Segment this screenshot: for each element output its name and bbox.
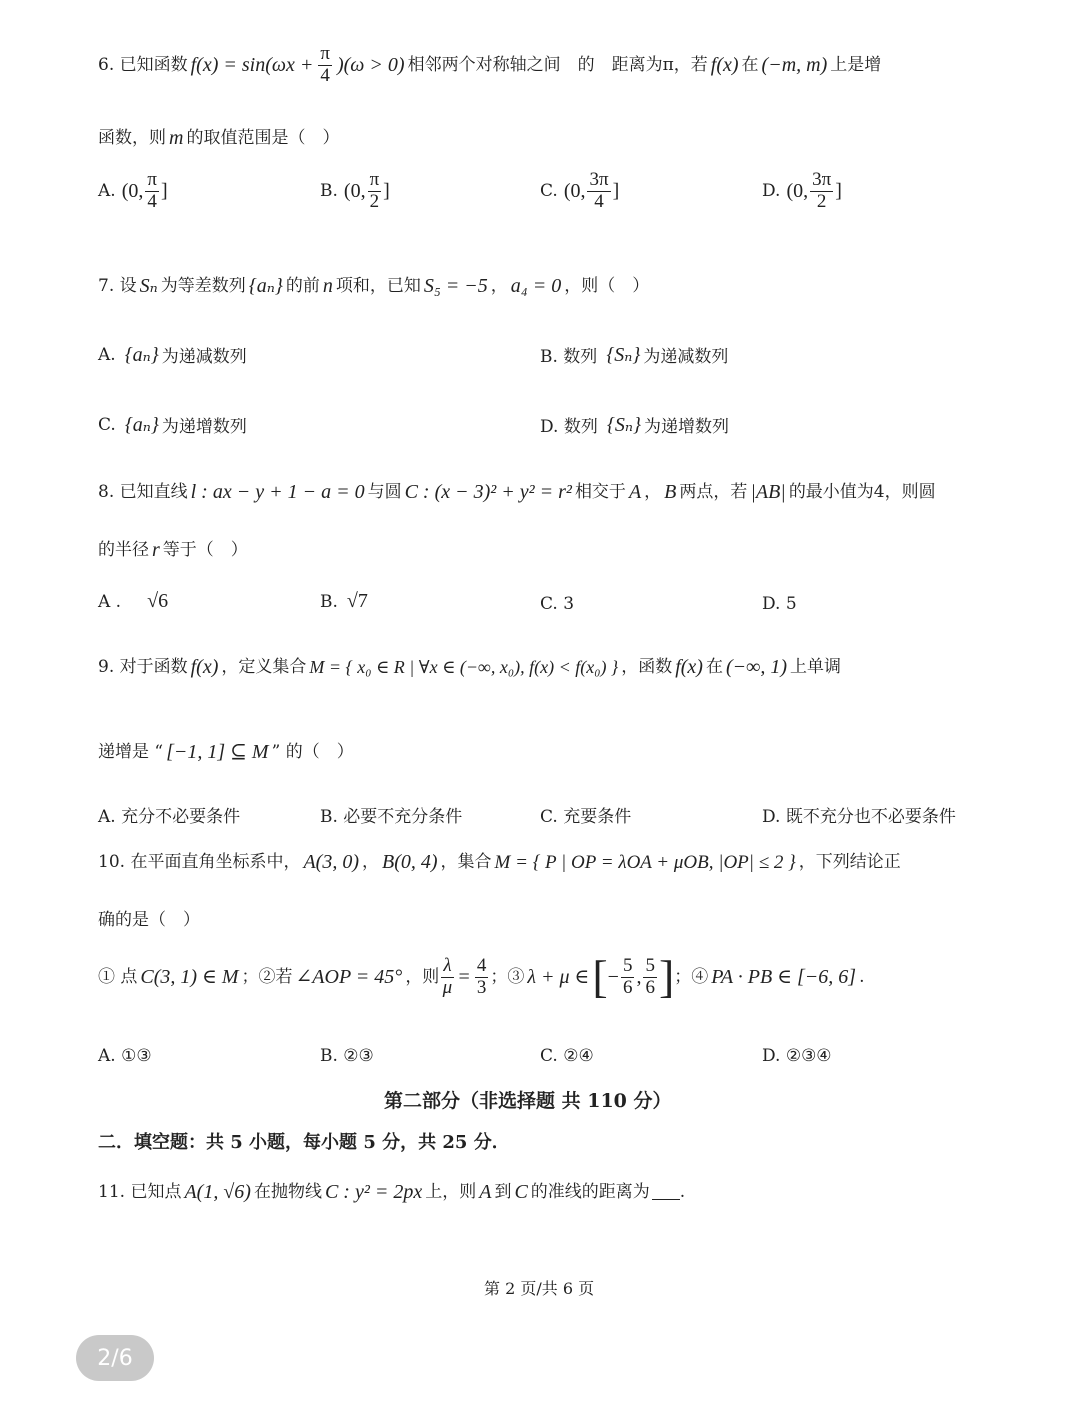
q7-tail: ，则（ ） (564, 275, 650, 296)
q7-comma: ， (490, 275, 508, 296)
q6-option-b-num: π (369, 169, 380, 190)
q6-option-b-lead: (0, (343, 179, 366, 202)
q10-tail: ，下列结论正 (798, 851, 901, 872)
q9-condition: [−1, 1] ⊆ M (166, 741, 269, 763)
q10-option-d (762, 1046, 832, 1066)
q7-option-b-label: B. 数列 (540, 347, 598, 367)
q10-point-b: B(0, 4) (382, 851, 438, 873)
q7-mid3: 项和，已知 (335, 275, 421, 296)
q8-ab: |AB| (750, 481, 786, 503)
q7-option-b (540, 342, 728, 367)
q6-option-d-lead: (0, (786, 179, 809, 202)
q7-option-b-text: 为递减数列 (643, 347, 729, 367)
q10-comma: ， (362, 851, 379, 872)
q7-sn: Sₙ (139, 275, 158, 297)
q6-option-c-math (564, 170, 619, 213)
q10-s2-lhs-num: λ (443, 954, 452, 976)
q7-option-d-text: 为递增数列 (643, 417, 729, 437)
q8-option-d-label: D. 5 (762, 594, 797, 614)
q8-line-eq: l : ax − y + 1 − a = 0 (190, 481, 365, 503)
q6-option-a-num: π (147, 169, 157, 190)
q9-option-d (762, 802, 956, 827)
q7-option-d-math: {Sₙ} (606, 414, 641, 436)
q11-answer-blank (652, 1185, 680, 1200)
q6-option-c-den: 4 (594, 190, 604, 212)
q6-option-c-num: 3π (589, 169, 609, 190)
q8-mid: 与圆 (367, 481, 402, 502)
q6-line2-text: 函数，则 (98, 127, 166, 148)
q8-comma: ， (644, 481, 662, 502)
q8-option-c (540, 594, 580, 614)
q10-option-c (540, 1046, 594, 1066)
q10-s2-math: ∠AOP = 45° (295, 966, 403, 988)
q10-option-a-label: A. ①③ (98, 1046, 152, 1066)
q8-r: r (152, 539, 160, 561)
q10-statements (98, 951, 865, 1002)
q7-option-b-math: {Sₙ} (606, 344, 641, 366)
q6-option-d-math (786, 170, 841, 213)
q6-option-d-label: D. (762, 181, 781, 202)
q6-frac-num: π (320, 43, 330, 64)
q10-s2-label: ；②若 (241, 966, 293, 987)
q10-intro: 10. 在平面直角坐标系中， (98, 851, 301, 872)
q10-option-a (98, 1046, 152, 1066)
q11-point-a: A(1, √6) (184, 1181, 251, 1203)
q7-option-a-math: {aₙ} (124, 344, 159, 366)
q6-m: m (169, 127, 184, 149)
q6-option-a-math (122, 170, 168, 213)
q7-option-c-math: {aₙ} (124, 414, 159, 436)
q9-fx: f(x) (190, 656, 219, 678)
q8-line2 (98, 540, 248, 560)
q9-option-b-label: B. 必要不充分条件 (320, 807, 463, 827)
q10-mid: ，集合 (440, 851, 492, 872)
q6-option-c-label: C. (540, 181, 558, 202)
q7-intro: 7. 设 (98, 275, 137, 296)
q10-s3-minus: − (607, 966, 619, 988)
q6-func: f(x) = sin(ωx + (190, 54, 314, 77)
q11-line1 (98, 1182, 685, 1202)
section2-heading: 二．填空题：共 5 小题，每小题 5 分，共 25 分． (98, 1132, 510, 1153)
q9-option-c (540, 802, 631, 827)
q10-s3-math: λ + μ ∈ (527, 966, 590, 988)
q9-option-c-label: C. 充要条件 (540, 807, 632, 827)
q7-s5: S₅ = −5 (423, 275, 488, 297)
q7-an: {aₙ} (248, 275, 283, 297)
q10-s3-lbracket: [ (592, 951, 608, 1002)
q10-s3-interval (592, 951, 675, 1002)
q8-option-c-label: C. 3 (540, 594, 575, 614)
q6-func-tail: )(ω > 0) (336, 54, 405, 77)
q9-mid2: ，函数 (621, 656, 673, 677)
q10-option-b (320, 1046, 374, 1066)
q10-s3-b-num: 5 (645, 954, 655, 976)
q11-a: A (479, 1181, 492, 1203)
q7-a4: a₄ = 0 (510, 275, 562, 297)
q10-s4-math: PA · PB ∈ [−6, 6] (711, 966, 857, 988)
q8-option-a-label: A . (98, 591, 122, 612)
q9-option-d-label: D. 既不充分也不必要条件 (762, 807, 956, 827)
q10-s2-mid: ，则 (405, 966, 440, 987)
q10-line2 (98, 912, 200, 929)
page-footer: 第 2 页/共 6 页 (484, 1279, 595, 1298)
q8-tail: 的最小值为4，则圆 (788, 481, 936, 502)
q7-option-a (98, 342, 247, 367)
q10-point-a: A(3, 0) (303, 851, 359, 873)
q11-end: . (679, 1181, 686, 1202)
q7-option-c (98, 412, 247, 437)
q9-line1 (98, 657, 841, 677)
q6-option-a (98, 170, 168, 213)
q6-option-b-close: ] (383, 179, 390, 202)
q6-line1 (98, 44, 881, 87)
q6-intro: 6. 已知函数 (98, 54, 188, 75)
q7-n: n (322, 275, 333, 297)
q8-option-b (320, 590, 371, 613)
q10-line1 (98, 852, 901, 872)
q6-tail: 上是增 (830, 54, 882, 75)
page-indicator-badge: 2/6 (76, 1335, 154, 1381)
q8-intro: 8. 已知直线 (98, 481, 188, 502)
q6-option-b-math (344, 170, 390, 213)
q8-circle-eq: C : (x − 3)² + y² = r² (404, 481, 572, 503)
q10-s1-label: ① 点 (98, 966, 138, 987)
q9-intro: 9. 对于函数 (98, 656, 188, 677)
q10-s2-rhs (475, 956, 489, 999)
q10-s3-a-num: 5 (622, 954, 633, 976)
q8-mid2: 相交于 (574, 481, 626, 502)
q9-line2 (98, 742, 354, 762)
q7-option-c-text: 为递增数列 (161, 417, 247, 437)
q9-option-a (98, 802, 240, 827)
q10-s1-math: C(3, 1) ∈ M (140, 966, 239, 988)
q10-s3-label: ；③ (490, 966, 525, 987)
q6-option-c (540, 170, 619, 213)
q8-line1 (98, 482, 936, 502)
q10-line2-text: 确的是（ ） (98, 910, 200, 930)
q11-mid2: 上，则 (425, 1181, 477, 1202)
q11-tail: 的准线的距离为 (530, 1181, 650, 1202)
q10-s4-label: ；④ (674, 966, 709, 987)
q10-option-c-label: C. ②④ (540, 1046, 594, 1066)
q7-mid1: 为等差数列 (160, 275, 246, 296)
q8-option-a-math: √6 (147, 590, 169, 612)
q10-s2-eq: = (458, 966, 470, 988)
q8-line2-tail: 等于（ ） (162, 539, 248, 560)
q11-parabola: C : y² = 2px (324, 1181, 423, 1203)
q7-option-a-text: 为递减数列 (161, 347, 247, 367)
q6-option-b-label: B. (320, 181, 338, 202)
q6-option-d (762, 170, 842, 213)
q7-line1 (98, 276, 649, 296)
q9-option-b (320, 802, 462, 827)
q9-set-def: M = { x₀ ∈ R | ∀x ∈ (−∞, x₀), f(x) < f(x₀) } (309, 657, 619, 677)
q6-option-a-den: 4 (147, 190, 157, 212)
q7-mid2: 的前 (285, 275, 320, 296)
q6-fx: f(x) (710, 54, 739, 77)
q10-s2-lhs-den: μ (442, 976, 453, 998)
q6-option-d-close: ] (835, 179, 842, 202)
q6-option-a-close: ] (160, 179, 168, 202)
q6-line2 (98, 128, 339, 148)
q9-in: 在 (705, 656, 723, 677)
part2-heading: 第二部分（非选择题 共 110 分） (384, 1090, 672, 1112)
q11-mid3: 到 (494, 1181, 512, 1202)
q6-frac-den: 4 (320, 64, 330, 86)
q10-s3-comma: , (636, 966, 642, 988)
q7-option-d-label: D. 数列 (540, 417, 598, 437)
q8-option-d (762, 594, 803, 614)
q9-fx2: f(x) (675, 656, 703, 678)
q6-option-a-label: A. (98, 181, 116, 202)
q8-point-a: A (628, 481, 642, 503)
q8-mid3: 两点，若 (679, 481, 748, 502)
q10-set-def: M = { P | OP = λOA + μOB, |OP| ≤ 2 } (494, 851, 796, 873)
q11-c: C (514, 1181, 528, 1203)
q7-option-c-label: C. (98, 414, 116, 435)
q11-mid: 在抛物线 (253, 1181, 322, 1202)
q9-option-a-label: A. 充分不必要条件 (98, 807, 241, 827)
q10-period: . (859, 966, 865, 987)
q6-option-b-den: 2 (369, 190, 380, 212)
q6-mid: 相邻两个对称轴之间 的 距离为π，若 (407, 54, 708, 75)
q8-point-b: B (664, 481, 677, 503)
q6-option-d-num: 3π (812, 169, 832, 190)
q8-line2-text: 的半径 (98, 539, 149, 560)
q10-s3-a-den: 6 (622, 976, 633, 998)
q10-s3-b-den: 6 (645, 976, 655, 998)
q6-option-c-close: ] (612, 179, 620, 202)
q7-option-d (540, 412, 729, 437)
q10-s2-rhs-den: 3 (476, 976, 487, 998)
q10-option-b-label: B. ②③ (320, 1046, 374, 1066)
q6-option-c-lead: (0, (563, 179, 586, 202)
q9-line2-text: 递增是 “ (98, 741, 164, 762)
q10-s3-rbracket: ] (658, 951, 675, 1002)
q8-option-a (98, 590, 171, 613)
q6-option-d-den: 2 (816, 190, 827, 212)
q8-option-b-label: B. (320, 591, 338, 612)
q6-interval: (−m, m) (761, 54, 828, 77)
q10-s2-rhs-num: 4 (476, 954, 487, 976)
q7-option-a-label: A. (98, 344, 116, 365)
q6-option-b (320, 170, 390, 213)
q10-s2-lhs (441, 956, 453, 999)
q11-intro: 11. 已知点 (98, 1181, 182, 1202)
q6-option-a-lead: (0, (121, 179, 144, 202)
q10-option-d-label: D. ②③④ (762, 1046, 832, 1066)
q9-interval: (−∞, 1) (725, 656, 788, 678)
q6-line2-tail: 的取值范围是（ ） (186, 127, 340, 148)
q6-func-frac (318, 44, 332, 87)
q6-in: 在 (741, 54, 759, 75)
q8-option-b-math: √7 (346, 590, 368, 612)
q9-mid: ，定义集合 (221, 656, 307, 677)
q9-tail: 上单调 (790, 656, 842, 677)
q9-line2-tail: ” 的（ ） (271, 741, 354, 762)
